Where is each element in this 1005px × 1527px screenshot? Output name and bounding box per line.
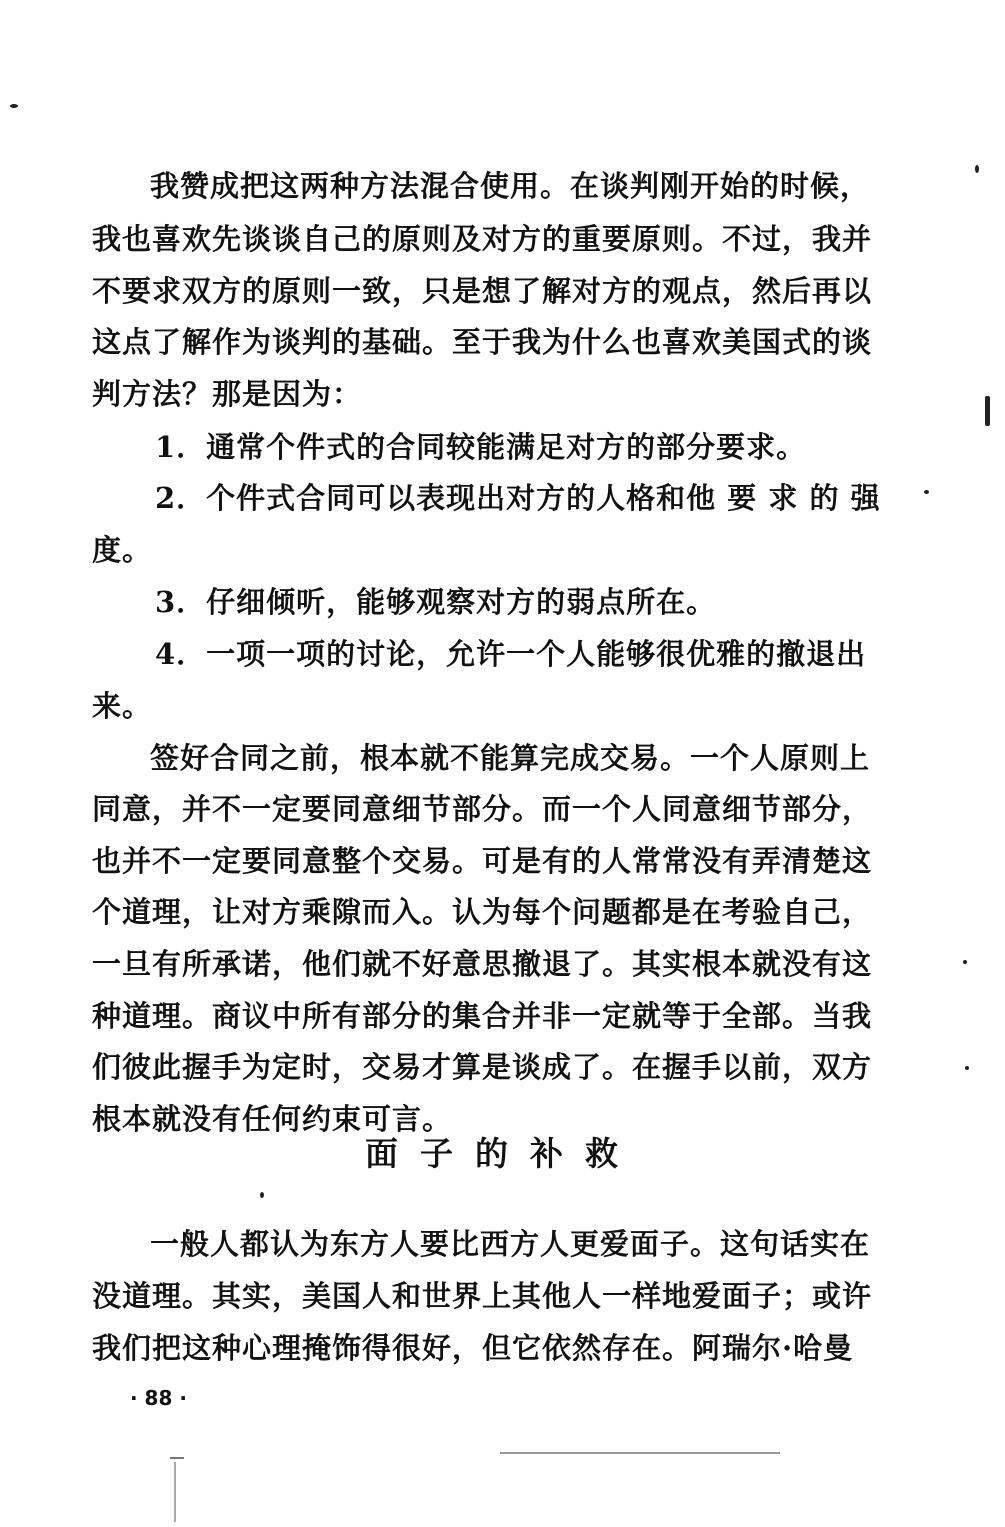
section-heading: 面子的补救 (365, 1134, 640, 1173)
list-item-4-line-1: 4．一项一项的讨论，允许一个人能够很优雅的撤退出 (155, 637, 867, 671)
scan-speck (963, 960, 967, 964)
paragraph-1-line-1: 我赞成把这两种方法混合使用。在谈判刚开始的时候， (150, 169, 871, 203)
scan-rule (500, 1452, 780, 1454)
paragraph-2-line-1: 签好合同之前，根本就不能算完成交易。一个人原则上 (150, 741, 871, 775)
scan-speck (965, 1066, 969, 1070)
paragraph-2-line-6: 种道理。商议中所有部分的集合并非一定就等于全部。当我 (92, 999, 873, 1033)
paragraph-2-line-7: 们彼此握手为定时，交易才算是谈成了。在握手以前，双方 (92, 1050, 873, 1084)
paragraph-3-line-1: 一般人都认为东方人要比西方人更爱面子。这句话实在 (150, 1227, 871, 1261)
scan-mark (985, 396, 990, 426)
paragraph-2-line-2: 同意，并不一定要同意细节部分。而一个人同意细节部分， (92, 792, 873, 826)
scan-speck (260, 1192, 264, 1198)
paragraph-3-line-3: 我们把这种心理掩饰得很好，但它依然存在。阿瑞尔·哈曼 (92, 1331, 854, 1365)
list-item-1: 1．通常个件式的合同较能满足对方的部分要求。 (155, 430, 807, 464)
paragraph-1-line-2: 我也喜欢先谈谈自己的原则及对方的重要原则。不过，我并 (92, 222, 873, 256)
scan-speck (975, 165, 979, 173)
paragraph-2-line-8: 根本就没有任何约束可言。 (92, 1102, 453, 1136)
list-item-4-line-2: 来。 (92, 689, 153, 723)
list-item-2-line-1: 2．个件式合同可以表现出对方的人格和他 要 求 的 强 (155, 481, 881, 515)
page-number: · 88 · (130, 1386, 187, 1410)
paragraph-1-line-3: 不要求双方的原则一致，只是想了解对方的观点，然后再以 (92, 274, 873, 308)
paragraph-3-line-2: 没道理。其实，美国人和世界上其他人一样地爱面子；或许 (92, 1279, 873, 1313)
list-item-2-line-2: 度。 (92, 533, 153, 567)
paragraph-2-line-5: 一旦有所承诺，他们就不好意思撤退了。其实根本就没有这 (92, 947, 873, 981)
paragraph-1-line-4: 这点了解作为谈判的基础。至于我为什么也喜欢美国式的谈 (92, 325, 873, 359)
paragraph-1-line-5: 判方法？那是因为： (92, 377, 363, 411)
paragraph-2-line-3: 也并不一定要同意整个交易。可是有的人常常没有弄清楚这 (92, 844, 873, 878)
paragraph-2-line-4: 个道理，让对方乘隙而入。认为每个问题都是在考验自己， (92, 895, 873, 929)
scan-rule (170, 1457, 184, 1459)
scan-speck (10, 104, 18, 108)
list-item-3: 3．仔细倾听，能够观察对方的弱点所在。 (155, 585, 717, 619)
scan-rule (174, 1462, 176, 1522)
scan-speck (924, 490, 929, 494)
